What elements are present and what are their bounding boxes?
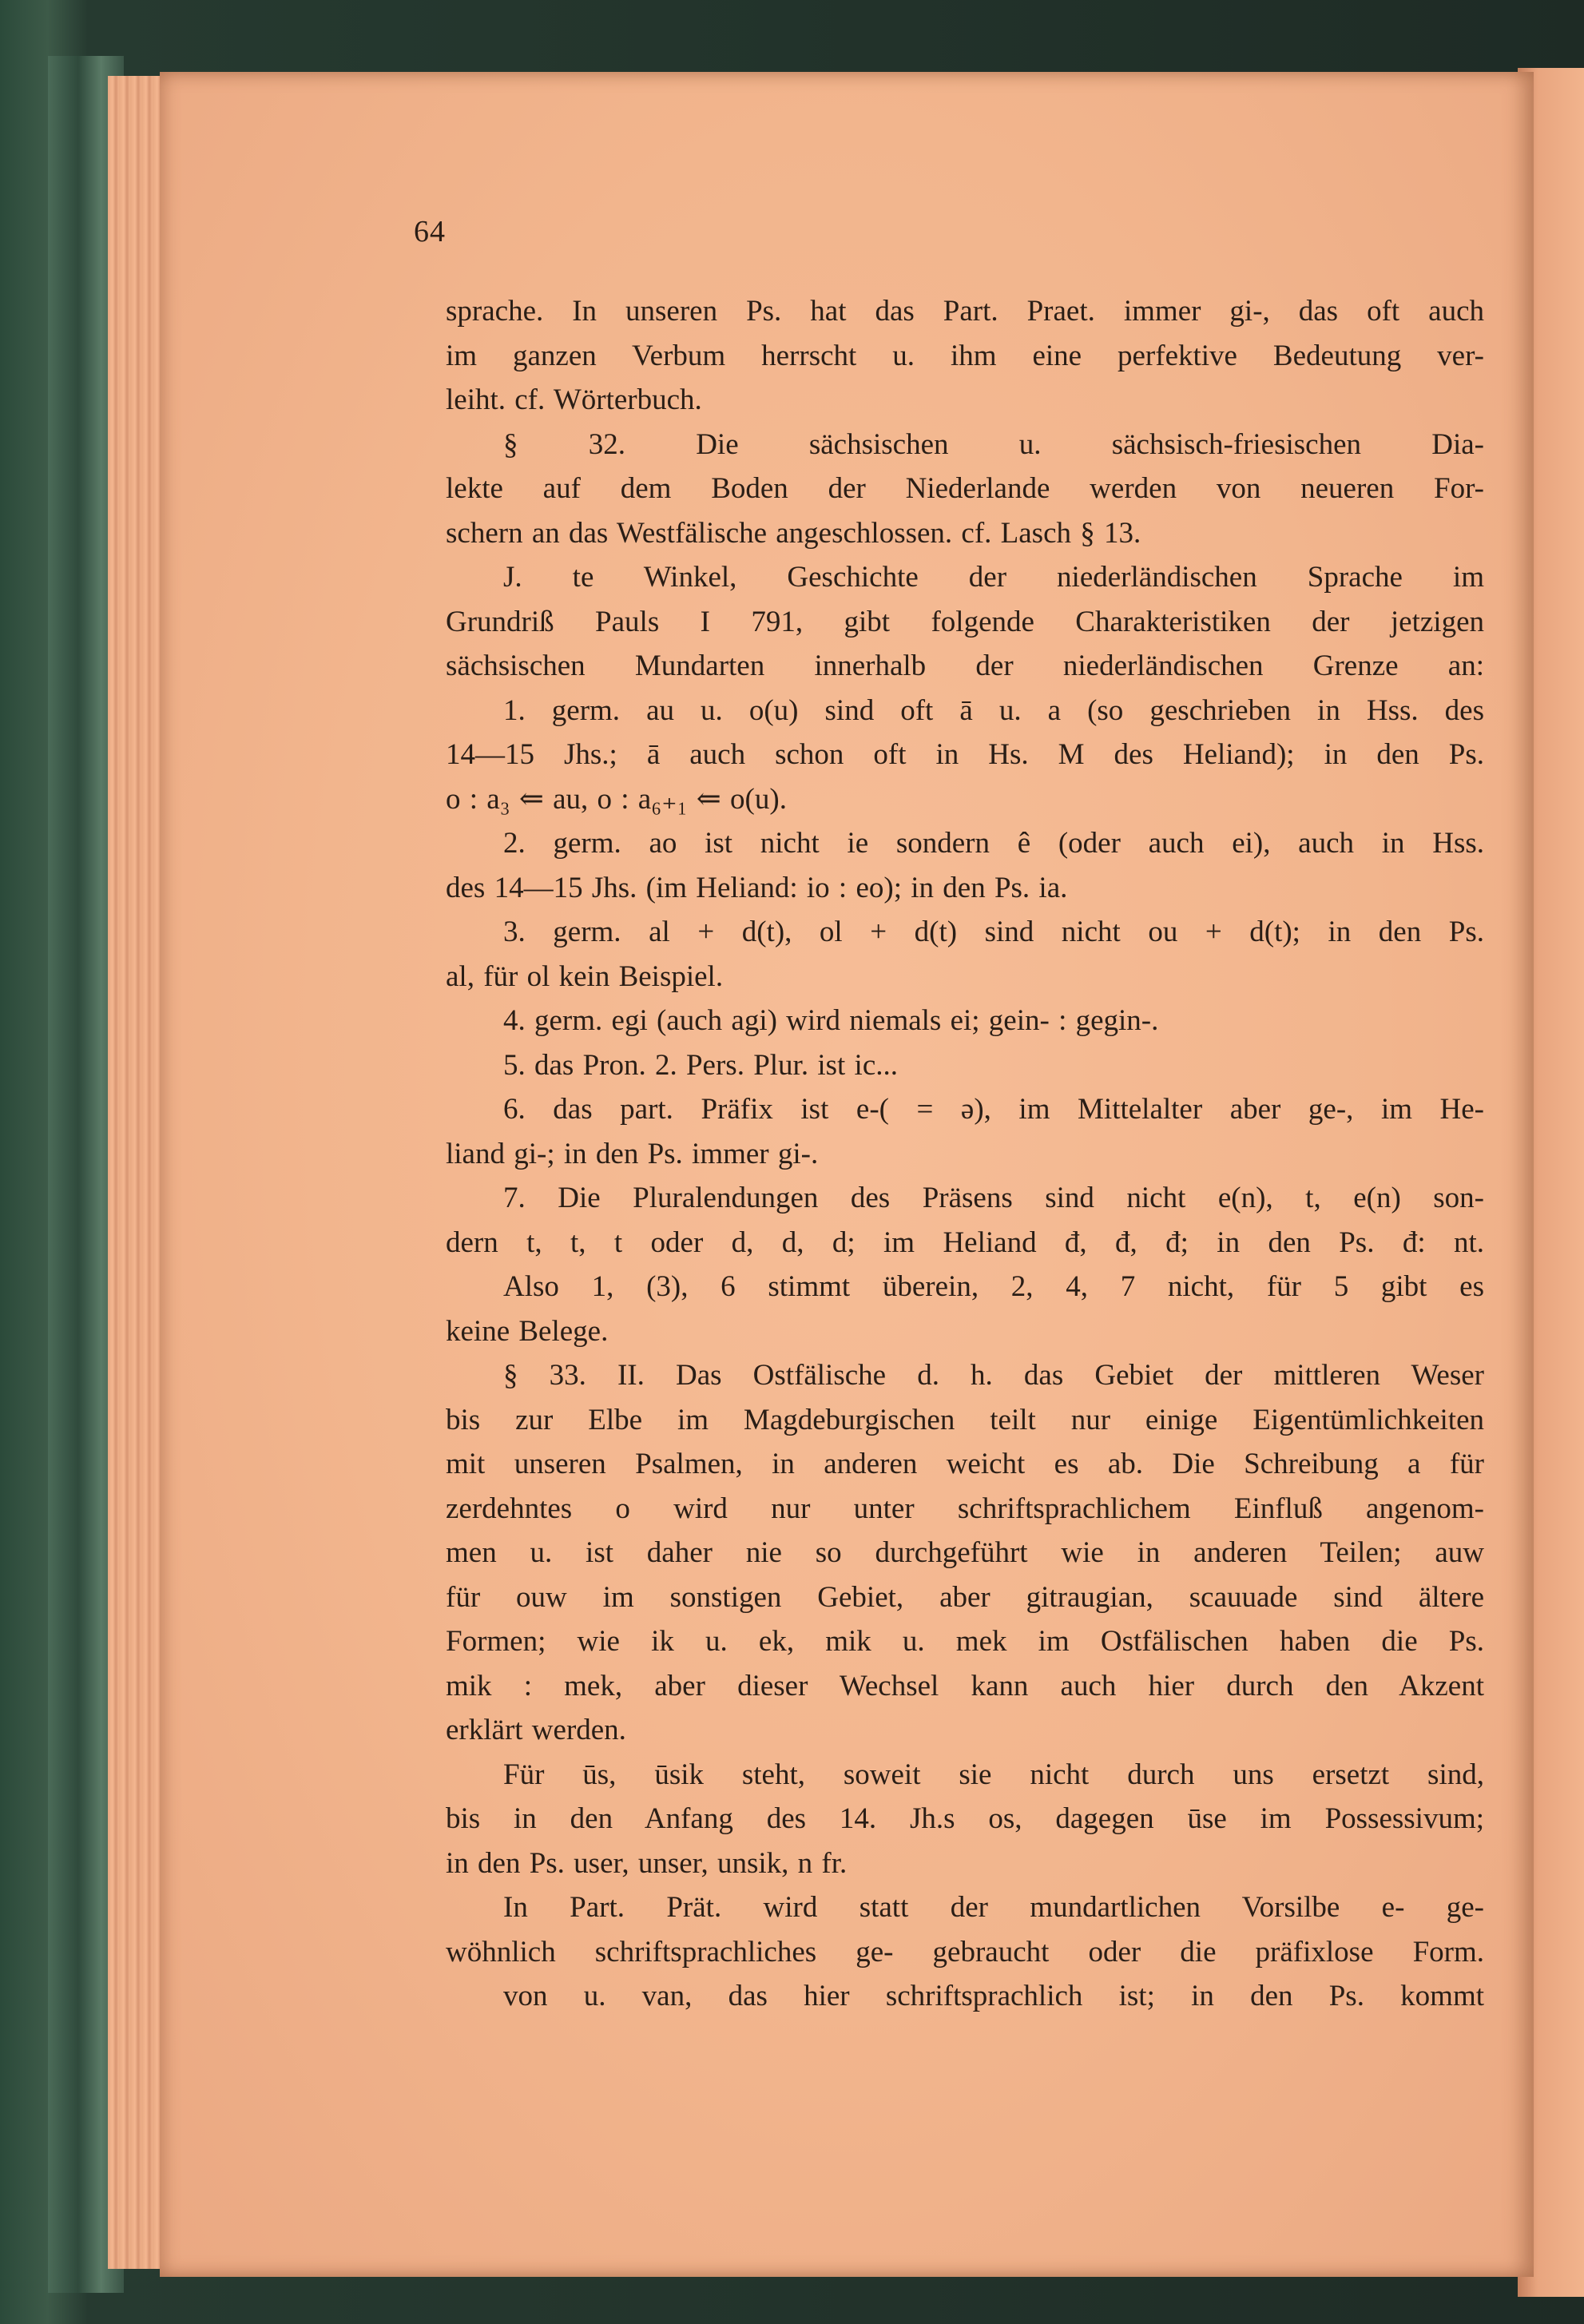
text-line: von u. van, das hier schriftsprachlich ist; in den Ps. kommt [503,1980,1484,2012]
text-line: schern an das Westfälische angeschlossen. cf. Lasch § 13. [446,516,1141,550]
text-line: mit unseren Psalmen, in anderen weicht es ab. Die Schreibung a für [446,1448,1484,1480]
text-line: al, für ol kein Beispiel. [446,959,724,993]
text-line: des 14—15 Jhs. (im Heliand: io : eo); in den Ps. ia. [446,871,1068,904]
text-line: § 32. Die sächsischen u. sächsisch-friesischen Dia- [503,427,1484,461]
text-line: 1. germ. au u. o(u) sind oft ā u. a (so geschrieben in Hss. des [503,693,1484,727]
text-line: 5. das Pron. 2. Pers. Plur. ist ic... [503,1048,898,1082]
body-text [446,289,1484,2019]
text-line: erklärt werden. [446,1714,626,1746]
text-line: 4. germ. egi (auch agi) wird niemals ei; gein- : gegin-. [503,1004,1159,1037]
text-line: Grundriß Pauls I 791, gibt folgende Charakteristiken der jetzigen [446,605,1484,638]
text-line: für ouw im sonstigen Gebiet, aber gitraugian, scauuade sind ältere [446,1580,1484,1614]
text-line: in den Ps. user, unser, unsik, n fr. [446,1846,848,1880]
text-line: Also 1, (3), 6 stimmt überein, 2, 4, 7 nicht, für 5 gibt es [503,1270,1484,1303]
text-line: dern t, t, t oder d, d, d; im Heliand đ, đ, đ; in den Ps. đ: nt. [446,1226,1484,1259]
text-line: im ganzen Verbum herrscht u. ihm eine perfektive Bedeutung ver- [446,339,1484,372]
text-line: Für ūs, ūsik steht, soweit sie nicht durch uns ersetzt sind, [503,1758,1484,1791]
text-line: sprache. In unseren Ps. hat das Part. Praet. immer gi-, das oft auch [446,295,1484,328]
text-line: 14—15 Jhs.; ā auch schon oft in Hs. M des Heliand); in den Ps. [446,738,1484,771]
text-line: 3. germ. al + d(t), ol + d(t) sind nicht ou + d(t); in den Ps. [503,916,1484,948]
text-line: 7. Die Pluralendungen des Präsens sind nicht e(n), t, e(n) son- [503,1182,1484,1214]
text-line: zerdehntes o wird nur unter schriftsprachlichem Einfluß angenom- [446,1492,1484,1525]
text-line: lekte auf dem Boden der Niederlande werden von neueren For- [446,472,1484,505]
text-line: wöhnlich schriftsprachliches ge- gebraucht oder die präfixlose Form. [446,1935,1484,1968]
text-line: mik : mek, aber dieser Wechsel kann auch hier durch den Akzent [446,1669,1484,1702]
text-line: 2. germ. ao ist nicht ie sondern ê (oder auch ei), auch in Hss. [503,827,1484,860]
page-number: 64 [414,215,446,248]
text-line: bis in den Anfang des 14. Jh.s os, dagegen ūse im Possessivum; [446,1802,1484,1835]
text-line: 6. das part. Präfix ist e-( = ə), im Mittelalter aber ge-, im He- [503,1093,1484,1126]
text-line: Formen; wie ik u. ek, mik u. mek im Ostfälischen haben die Ps. [446,1625,1484,1658]
text-line: bis zur Elbe im Magdeburgischen teilt nur einige Eigentümlichkeiten [446,1403,1484,1436]
text-line: keine Belege. [446,1314,609,1348]
text-line: men u. ist daher nie so durchgeführt wie in anderen Teilen; auw [446,1536,1484,1569]
text-line: sächsischen Mundarten innerhalb der niederländischen Grenze an: [446,650,1484,682]
text-line: liand gi-; in den Ps. immer gi-. [446,1137,819,1170]
text-line: § 33. II. Das Ostfälische d. h. das Gebiet der mittleren Weser [503,1359,1484,1392]
text-line: leiht. cf. Wörterbuch. [446,383,702,416]
text-line: In Part. Prät. wird statt der mundartlichen Vorsilbe e- ge- [503,1891,1484,1924]
text-line: J. te Winkel, Geschichte der niederländischen Sprache im [503,561,1484,594]
text-line: o : a₃ ⇐ au, o : a₆₊₁ ⇐ o(u). [446,782,787,816]
